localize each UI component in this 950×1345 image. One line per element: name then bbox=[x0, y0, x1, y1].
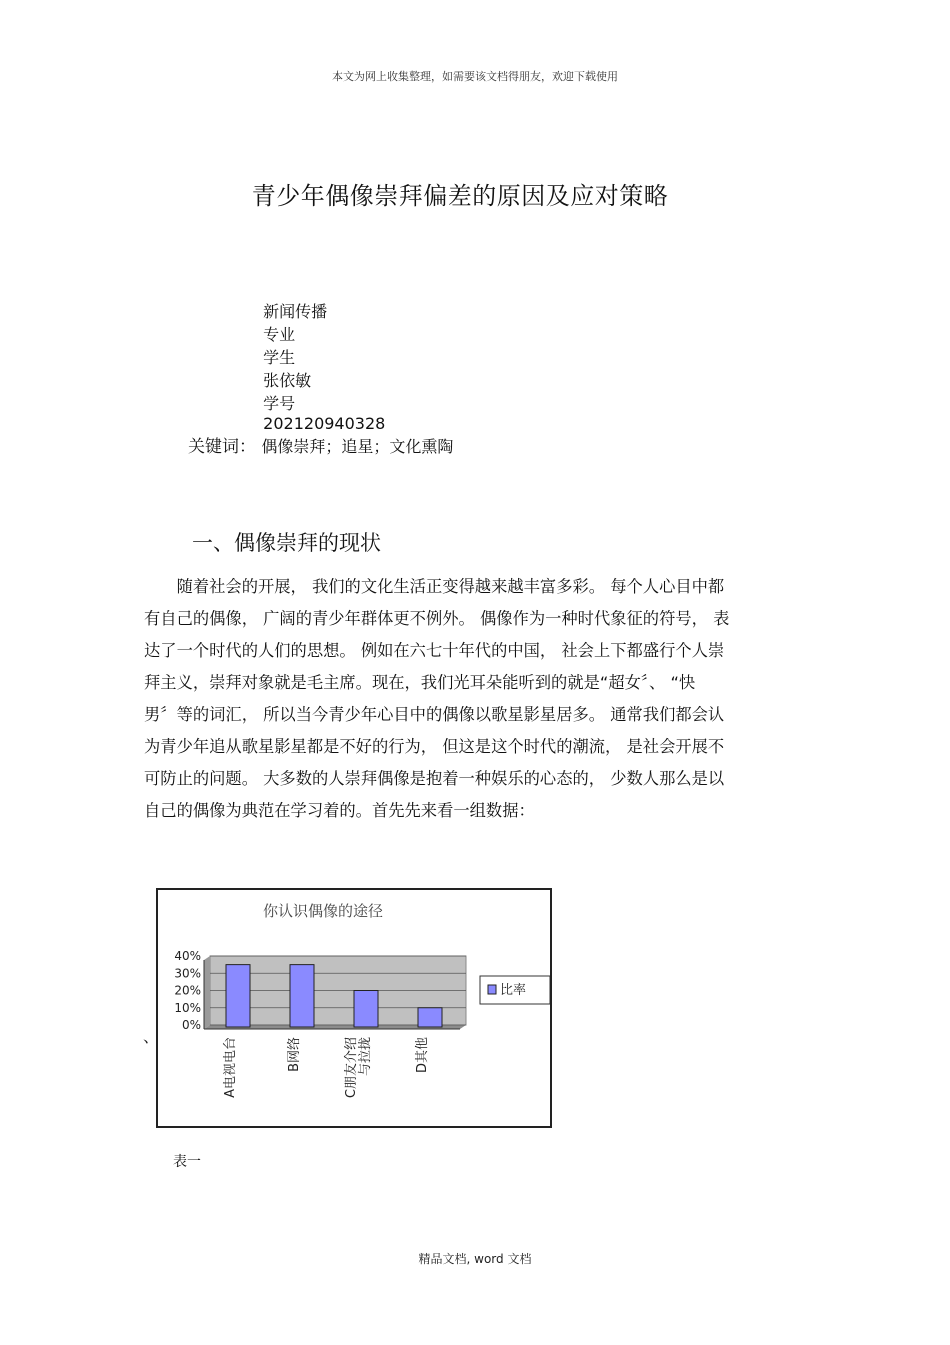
x-tick-label: D其他 bbox=[415, 1037, 430, 1074]
legend-label: 比率 bbox=[500, 983, 527, 998]
y-tick-label: 30% bbox=[174, 966, 201, 981]
chart-caption: 表一 bbox=[173, 1154, 201, 1170]
major-label: 专业 bbox=[263, 325, 296, 344]
section-heading: 一、偶像崇拜的现状 bbox=[192, 531, 381, 555]
header-note: 本文为网上收集整理，如需要该文档得朋友，欢迎下载使用 bbox=[332, 70, 618, 83]
bar bbox=[354, 991, 378, 1028]
author-line bbox=[253, 280, 385, 433]
keywords bbox=[188, 432, 453, 457]
paragraph-line: 随着社会的开展， 我们的文化生活正变得越来越丰富多彩。 每个人心目中都 bbox=[144, 577, 725, 596]
x-tick-label: B网络 bbox=[287, 1037, 302, 1072]
paragraph-line: 为青少年追从歌星影星都是不好的行为， 但这是这个时代的潮流， 是社会开展不 bbox=[144, 737, 725, 756]
bar bbox=[290, 965, 314, 1027]
student-name: 张依敏 bbox=[263, 371, 312, 390]
student-id-label: 学号 bbox=[263, 394, 296, 413]
x-tick-label: 与拉拢 bbox=[358, 1037, 373, 1077]
keywords-value: 偶像崇拜；追星；文化熏陶 bbox=[261, 437, 454, 456]
paragraph-line: 男〞等的词汇， 所以当今青少年心目中的偶像以歌星影星居多。 通常我们都会认 bbox=[144, 705, 725, 724]
bar-chart bbox=[158, 890, 550, 1126]
document-title: 青少年偶像崇拜偏差的原因及应对策略 bbox=[251, 182, 669, 210]
y-tick-label: 10% bbox=[174, 1000, 201, 1015]
chart-title: 你认识偶像的途径 bbox=[262, 902, 384, 920]
y-tick-label: 20% bbox=[174, 983, 201, 998]
student-label: 学生 bbox=[263, 348, 296, 367]
keywords-label: 关键词： bbox=[188, 437, 256, 457]
paragraph-line: 达了一个时代的人们的思想。 例如在六七十年代的中国， 社会上下都盛行个人崇 bbox=[144, 641, 725, 660]
y-tick-label: 0% bbox=[181, 1018, 201, 1032]
major-name: 新闻传播 bbox=[263, 302, 328, 321]
paragraph-line: 可防止的问题。 大多数的人崇拜偶像是抱着一种娱乐的心态的， 少数人那么是以 bbox=[144, 769, 725, 788]
chart-frame bbox=[156, 888, 552, 1128]
paragraph-line: 拜主义，崇拜对象就是毛主席。现在，我们光耳朵能听到的就是“超女〞、 “快 bbox=[144, 673, 696, 692]
paragraph-line: 有自己的偶像， 广阔的青少年群体更不例外。 偶像作为一种时代象征的符号， 表 bbox=[144, 609, 730, 628]
footer-note: 精品文档, word 文档 bbox=[418, 1252, 532, 1266]
paragraph-line: 自己的偶像为典范在学习着的。首先先来看一组数据： bbox=[144, 801, 535, 820]
x-tick-label: C朋友介绍 bbox=[344, 1037, 359, 1099]
bar bbox=[226, 965, 250, 1027]
chart-legend bbox=[480, 976, 550, 1004]
stray-punctuation: 、 bbox=[143, 1027, 160, 1046]
body-paragraph bbox=[144, 571, 804, 827]
y-tick-label: 40% bbox=[174, 949, 201, 963]
plot-side-wall bbox=[204, 956, 210, 1029]
bar bbox=[418, 1008, 442, 1027]
student-id-value: 202120940328 bbox=[263, 414, 386, 433]
x-tick-label: A电视电台 bbox=[223, 1037, 238, 1098]
legend-swatch bbox=[488, 985, 496, 994]
